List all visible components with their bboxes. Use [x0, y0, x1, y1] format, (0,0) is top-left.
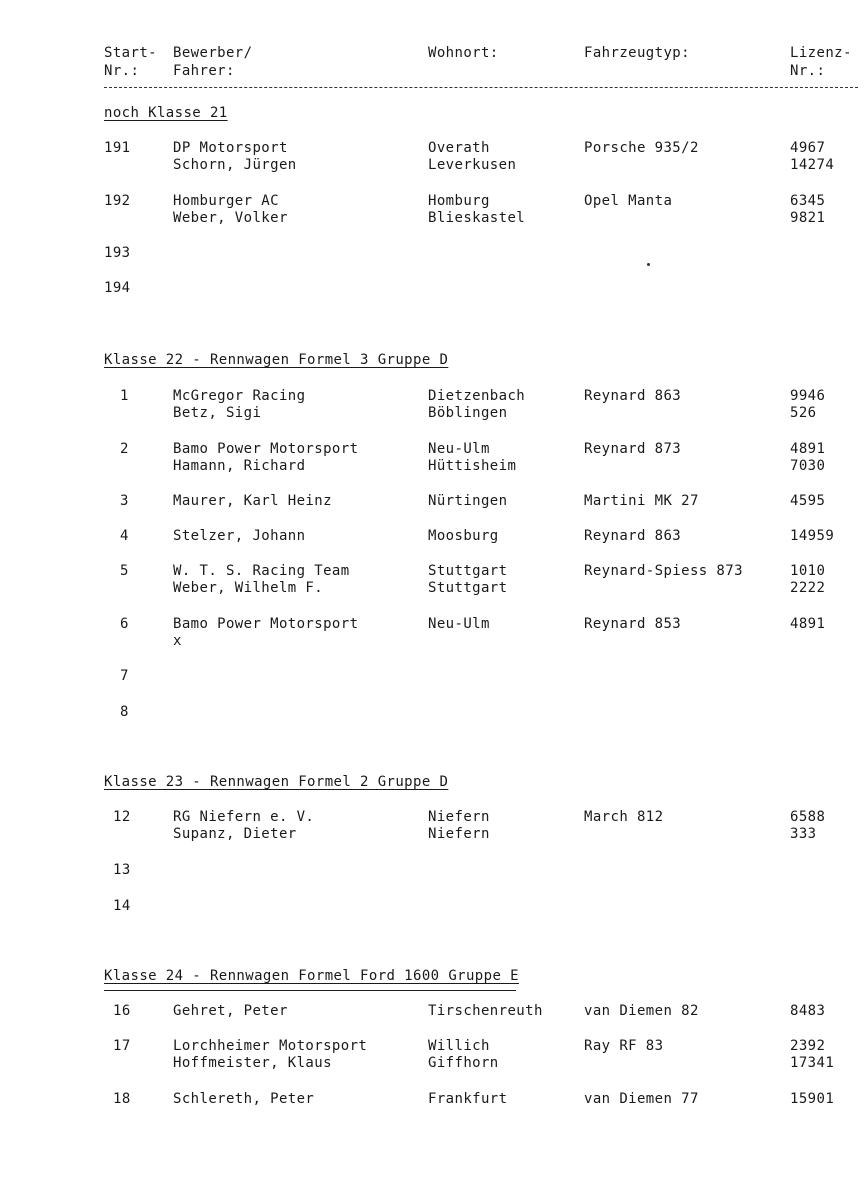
fahrzeugtyp: van Diemen 77: [584, 1091, 699, 1107]
wohnort-fahrer: Böblingen: [428, 405, 508, 421]
header-fahrzeugtyp: Fahrzeugtyp:: [584, 45, 690, 61]
bewerber: DP Motorsport: [173, 140, 288, 156]
start-nr: 14: [113, 898, 131, 914]
start-nr: 16: [113, 1003, 131, 1019]
fahrzeugtyp: Reynard-Spiess 873: [584, 563, 743, 579]
header-bewerber-2: Fahrer:: [173, 63, 235, 79]
lizenz-nr-fahrer: 526: [790, 405, 817, 421]
fahrzeugtyp: Reynard 863: [584, 528, 682, 544]
start-nr: 6: [120, 616, 129, 632]
start-nr: 4: [120, 528, 129, 544]
bewerber: Lorchheimer Motorsport: [173, 1038, 368, 1054]
lizenz-nr: 4891: [790, 441, 826, 457]
section-title: Klasse 23 - Rennwagen Formel 2 Gruppe D: [104, 774, 449, 790]
start-nr: 17: [113, 1038, 131, 1054]
fahrer: Supanz, Dieter: [173, 826, 297, 842]
wohnort: Neu-Ulm: [428, 441, 490, 457]
lizenz-nr: 4891: [790, 616, 826, 632]
wohnort: Dietzenbach: [428, 388, 526, 404]
wohnort: Homburg: [428, 193, 490, 209]
fahrzeugtyp: Martini MK 27: [584, 493, 699, 509]
wohnort: Moosburg: [428, 528, 499, 544]
header-lizenz-2: Nr.:: [790, 63, 826, 79]
start-nr: 13: [113, 862, 131, 878]
lizenz-nr: 6588: [790, 809, 826, 825]
header-start-nr-1: Start-: [104, 45, 157, 61]
fahrer: Weber, Wilhelm F.: [173, 580, 324, 596]
bewerber: Bamo Power Motorsport: [173, 616, 359, 632]
bewerber: Bamo Power Motorsport: [173, 441, 359, 457]
start-nr: 1: [120, 388, 129, 404]
bewerber: Stelzer, Johann: [173, 528, 306, 544]
fahrzeugtyp: Porsche 935/2: [584, 140, 699, 156]
wohnort-fahrer: Giffhorn: [428, 1055, 499, 1071]
fahrer: Weber, Volker: [173, 210, 288, 226]
wohnort: Neu-Ulm: [428, 616, 490, 632]
start-nr: 7: [120, 668, 129, 684]
section-title: noch Klasse 21: [104, 105, 228, 121]
wohnort: Niefern: [428, 809, 490, 825]
lizenz-nr: 1010: [790, 563, 826, 579]
header-lizenz-1: Lizenz-: [790, 45, 852, 61]
lizenz-nr-fahrer: 2222: [790, 580, 826, 596]
section-title: Klasse 22 - Rennwagen Formel 3 Gruppe D: [104, 352, 449, 368]
wohnort: Frankfurt: [428, 1091, 508, 1107]
fahrer: Hoffmeister, Klaus: [173, 1055, 332, 1071]
header-rule: [104, 87, 858, 88]
wohnort: Willich: [428, 1038, 490, 1054]
wohnort-fahrer: Hüttisheim: [428, 458, 517, 474]
lizenz-nr-fahrer: 9821: [790, 210, 826, 226]
lizenz-nr: 4595: [790, 493, 826, 509]
lizenz-nr: 8483: [790, 1003, 826, 1019]
lizenz-nr-fahrer: 7030: [790, 458, 826, 474]
speck-mark: [647, 263, 650, 266]
start-nr: 18: [113, 1091, 131, 1107]
start-nr: 3: [120, 493, 129, 509]
fahrzeugtyp: March 812: [584, 809, 664, 825]
header-start-nr-2: Nr.:: [104, 63, 140, 79]
section-rule: [104, 990, 516, 991]
lizenz-nr: 4967: [790, 140, 826, 156]
fahrzeugtyp: Reynard 853: [584, 616, 682, 632]
wohnort: Overath: [428, 140, 490, 156]
fahrzeugtyp: Opel Manta: [584, 193, 673, 209]
section-title: Klasse 24 - Rennwagen Formel Ford 1600 Gruppe E: [104, 968, 519, 984]
fahrer: Hamann, Richard: [173, 458, 306, 474]
start-nr: 5: [120, 563, 129, 579]
fahrzeugtyp: Reynard 873: [584, 441, 682, 457]
fahrzeugtyp: Ray RF 83: [584, 1038, 664, 1054]
lizenz-nr-fahrer: 333: [790, 826, 817, 842]
bewerber: Homburger AC: [173, 193, 279, 209]
lizenz-nr-fahrer: 14274: [790, 157, 835, 173]
start-nr: 192: [104, 193, 131, 209]
lizenz-nr: 15901: [790, 1091, 835, 1107]
bewerber: Maurer, Karl Heinz: [173, 493, 332, 509]
start-nr: 194: [104, 280, 131, 296]
fahrzeugtyp: van Diemen 82: [584, 1003, 699, 1019]
lizenz-nr: 2392: [790, 1038, 826, 1054]
wohnort-fahrer: Blieskastel: [428, 210, 526, 226]
lizenz-nr: 9946: [790, 388, 826, 404]
lizenz-nr: 14959: [790, 528, 835, 544]
wohnort: Stuttgart: [428, 563, 508, 579]
wohnort: Tirschenreuth: [428, 1003, 543, 1019]
start-nr: 8: [120, 704, 129, 720]
start-nr: 12: [113, 809, 131, 825]
start-nr: 193: [104, 245, 131, 261]
lizenz-nr: 6345: [790, 193, 826, 209]
bewerber: Schlereth, Peter: [173, 1091, 315, 1107]
lizenz-nr-fahrer: 17341: [790, 1055, 835, 1071]
start-nr: 2: [120, 441, 129, 457]
bewerber: Gehret, Peter: [173, 1003, 288, 1019]
wohnort-fahrer: Niefern: [428, 826, 490, 842]
fahrzeugtyp: Reynard 863: [584, 388, 682, 404]
bewerber: RG Niefern e. V.: [173, 809, 315, 825]
start-nr: 191: [104, 140, 131, 156]
wohnort-fahrer: Leverkusen: [428, 157, 517, 173]
wohnort: Nürtingen: [428, 493, 508, 509]
fahrer: Betz, Sigi: [173, 405, 262, 421]
fahrer: Schorn, Jürgen: [173, 157, 297, 173]
header-wohnort: Wohnort:: [428, 45, 499, 61]
wohnort-fahrer: Stuttgart: [428, 580, 508, 596]
bewerber: W. T. S. Racing Team: [173, 563, 350, 579]
header-bewerber-1: Bewerber/: [173, 45, 253, 61]
fahrer: x: [173, 633, 182, 649]
bewerber: McGregor Racing: [173, 388, 306, 404]
